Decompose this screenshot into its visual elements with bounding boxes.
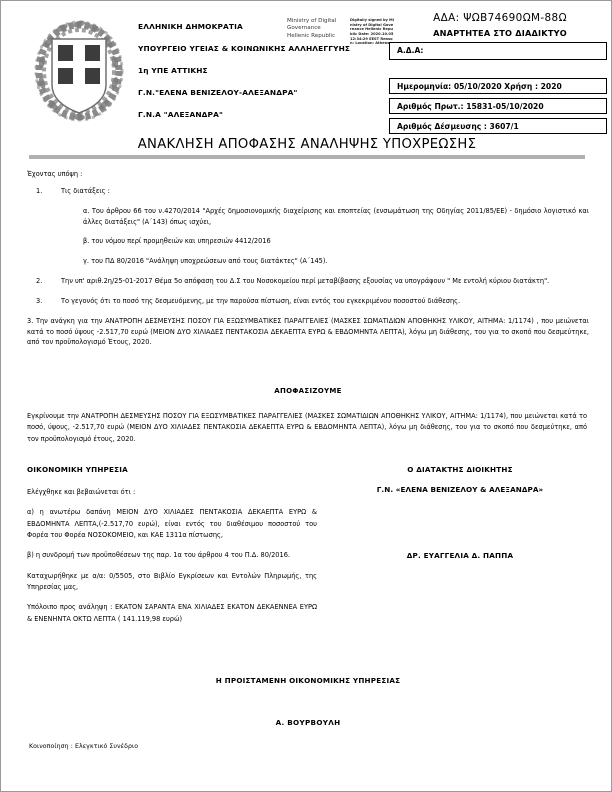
clause-1-subclauses bbox=[27, 206, 589, 227]
finance-head-role: Η ΠΡΟΙΣΤΑΜΕΝΗ ΟΙΚΟΝΟΜΙΚΗΣ ΥΠΗΡΕΣΙΑΣ bbox=[215, 676, 401, 685]
document-body bbox=[27, 171, 589, 357]
org-line-hospital: Γ.Ν."ΕΛΕΝΑ ΒΕΝΙΖΕΛΟΥ-ΑΛΕΞΑΝΔΡΑ" bbox=[138, 87, 298, 97]
finance-head-name: Α. ΒΟΥΡΒΟΥΛΗ bbox=[275, 718, 341, 727]
document-header bbox=[1, 1, 611, 133]
clause-1-text: Τις διατάξεις : bbox=[61, 186, 110, 195]
ada-code: ΑΔΑ: ΨΩΒ74690ΩΜ-88Ω bbox=[433, 12, 567, 24]
document-title: ΑΝΑΚΛΗΣΗ ΑΠΟΦΑΣΗΣ ΑΝΑΛΗΨΗΣ ΥΠΟΧΡΕΩΣΗΣ bbox=[137, 137, 477, 152]
org-line-republic: ΕΛΛΗΝΙΚΗ ΔΗΜΟΚΡΑΤΙΑ bbox=[138, 22, 243, 31]
clause-2-number: 2. bbox=[36, 276, 43, 285]
signature-line-2: Governance bbox=[287, 25, 321, 32]
verified-line: Ελέγχθηκε και βεβαιώνεται ότι : bbox=[27, 488, 136, 496]
protocol-box: Αριθμός Πρωτ.: 15831-05/10/2020 bbox=[389, 98, 607, 114]
signature-detail: Digitally signed by Ministry of Digital Governance Hellenic Republic Date: 2020.10.05 12:34:29 EEST Reason: Location: Athens bbox=[350, 18, 394, 46]
remaining-balance: Υπόλοιπο προς ανάληψη : ΕΚΑΤΟΝ ΣΑΡΑΝΤΑ ΕΝΑ ΧΙΛΙΑΔΕΣ ΕΚΑΤΟΝ ΔΕΚΑΕΝΝΕΑ ΕΥΡΩ & ΕΝΕΝΗΝΤΑ ΟΚΤΩ ΛΕΠΤΑ ( 141.119,98 ευρώ) bbox=[27, 603, 317, 623]
org-line-ministry: ΥΠΟΥΡΓΕΙΟ ΥΓΕΙΑΣ & ΚΟΙΝΩΝΙΚΗΣ ΑΛΛΗΛΕΓΓΥΗΣ bbox=[138, 43, 351, 53]
date-box: Ημερομηνία: 05/10/2020 Χρήση : 2020 bbox=[389, 78, 607, 94]
clause-3 bbox=[27, 296, 589, 307]
org-line-hospital2: Γ.Ν.Α "ΑΛΕΞΑΝΔΡΑ" bbox=[138, 109, 223, 119]
publish-notice: ΑΝΑΡΤΗΤΕΑ ΣΤΟ ΔΙΑΔΙΚΤΥΟ bbox=[433, 28, 567, 38]
clause-1-number: 1. bbox=[36, 186, 43, 195]
intro-line: Έχοντας υπόψη : bbox=[27, 170, 83, 178]
commitment-box: Αριθμός Δέσμευσης : 3607/1 bbox=[389, 118, 607, 134]
finance-point-a: α) η ανωτέρω δαπάνη ΜΕΙΟΝ ΔΥΟ ΧΙΛΙΑΔΕΣ ΠΕΝΤΑΚΟΣΙΑ ΔΕΚΑΕΠΤΑ ΕΥΡΩ & ΕΒΔΟΜΗΝΤΑ ΛΕΠΤΑ,(-2.517,70 ευρώ), είναι εντός του διαθέσιμου ποσοστού του Φορέα του Φορέα ΝΟΣΟΚΟΜΕΙΟ, και ΚΑΕ 1311α πίστωσης, bbox=[27, 508, 317, 539]
clause-1c: γ. του ΠΔ 80/2016 "Ανάληψη υποχρεώσεων από τους διατάκτες" (Α΄145). bbox=[83, 256, 328, 265]
authorizer-column bbox=[331, 465, 589, 494]
digital-signature-stamp bbox=[287, 16, 395, 58]
signature-line-3: Hellenic Republic bbox=[287, 32, 336, 39]
registration-line: Καταχωρήθηκε με α/α: 0/5505, στο Βιβλίο Εγκρίσεων και Εντολών Πληρωμής, της Υπηρεσίας μας, bbox=[27, 571, 317, 591]
clause-2-text: Την υπ' αριθ.2η/25-01-2017 Θέμα 5ο απόφαση του Δ.Σ του Νοσοκομείου περί μεταβίβασης εξουσίας να υπογράφουν " Με εντολή κύριου διατάκτη". bbox=[61, 276, 550, 285]
decision-text: Εγκρίνουμε την ΑΝΑΤΡΟΠΗ ΔΕΣΜΕΥΣΗΣ ΠΟΣΟΥ ΓΙΑ ΕΞΩΣΥΜΒΑΤΙΚΕΣ ΠΑΡΑΓΓΕΛΙΕΣ (ΜΑΣΚΕΣ ΣΩΜΑΤΙΔΙΩΝ ΑΠΟΘΗΚΗΣ ΥΛΙΚΟΥ, ΑΙΤΗΜΑ: 1/1174), που μειώνεται κατά το ποσό, ύψους, -2.517,70 ευρώ (ΜΕΙΟΝ ΔΥΟ ΧΙΛΙΑΔΕΣ ΠΕΝΤΑΚΟΣΙΑ ΔΕΚΑΕΠΤΑ ΕΥΡΩ & ΕΒΔΟΜΗΝΤΑ ΛΕΠΤΑ), λόγω μη διάθεσης, του για το σκοπό που δεσμεύτηκε, από τον προϋπολογισμό έτους, 2020. bbox=[27, 412, 587, 443]
clause-1a: α. Του άρθρου 66 του ν.4270/2014 "Αρχές δημοσιονομικής διαχείρισης και εποπτείας (ενσωμάτωση της Οδηγίας 2011/85/ΕΕ) - δημόσιο λογιστικό και άλλες διατάξεις" (Α΄143) όπως ισχύει, bbox=[83, 206, 589, 226]
financial-service-heading: ΟΙΚΟΝΟΜΙΚΗ ΥΠΗΡΕΣΙΑ bbox=[27, 465, 128, 474]
ada-box: Α.Δ.Α: bbox=[389, 42, 607, 60]
authorizer-institution: Γ.Ν. «ΕΛΕΝΑ ΒΕΝΙΖΕΛΟΥ & ΑΛΕΞΑΝΔΡΑ» bbox=[376, 485, 544, 494]
greek-coat-of-arms-icon bbox=[34, 17, 124, 125]
decision-heading: ΑΠΟΦΑΣΙΖΟΥΜΕ bbox=[274, 387, 342, 395]
finance-point-b: β) η συνδρομή των προϋποθέσεων της παρ. 1α του άρθρου 4 του Π.Δ. 80/2016. bbox=[27, 551, 290, 560]
authorizer-name: ΔΡ. ΕΥΑΓΓΕΛΙΑ Δ. ΠΑΠΠΑ bbox=[406, 551, 514, 560]
org-line-ype: 1η ΥΠΕ ΑΤΤΙΚΗΣ bbox=[138, 65, 208, 75]
title-divider bbox=[29, 155, 585, 159]
cc-note: Κοινοποίηση : Ελεγκτικό Συνέδριο bbox=[29, 743, 139, 750]
clause-3-text: Το γεγονός ότι το ποσό της δεσμευόμενης, με την παρούσα πίστωση, είναι εντός του εγκεκριμένου ποσοστού διάθεσης. bbox=[61, 296, 461, 305]
clause-1b: β. του νόμου περί προμηθειών και υπηρεσιών 4412/2016 bbox=[83, 237, 271, 246]
clause-2 bbox=[27, 276, 589, 287]
signature-authority bbox=[287, 18, 349, 40]
financial-service-column bbox=[27, 465, 317, 634]
clause-1 bbox=[27, 186, 589, 197]
signature-line-1: Ministry of Digital bbox=[287, 18, 337, 24]
clause-1b-group bbox=[27, 236, 589, 247]
clause-4: 3. Την ανάγκη για την ΑΝΑΤΡΟΠΗ ΔΕΣΜΕΥΣΗΣ ΠΟΣΟΥ ΓΙΑ ΕΞΩΣΥΜΒΑΤΙΚΕΣ ΠΑΡΑΓΓΕΛΙΕΣ (ΜΑΣΚΕΣ ΣΩΜΑΤΙΔΙΩΝ ΑΠΟΘΗΚΗΣ ΥΛΙΚΟΥ, ΑΙΤΗΜΑ: 1/1174) , που μειώνεται κατά το ποσό ύψους -2.517,70 ευρώ (ΜΕΙΟΝ ΔΥΟ ΧΙΛΙΑΔΕΣ ΠΕΝΤΑΚΟΣΙΑ ΔΕΚΑΕΠΤΑ ΕΥΡΩ & ΕΒΔΟΜΗΝΤΑ ΛΕΠΤΑ), λόγω μη διάθεσης, του για το σκοπό που δεσμεύτηκε, από τον προϋπολογισμό Έτους, 2020. bbox=[27, 316, 589, 347]
clause-3-number: 3. bbox=[36, 296, 43, 305]
clause-1c-group bbox=[27, 256, 589, 267]
authorizer-role: Ο ΔΙΑΤΑΚΤΗΣ ΔΙΟΙΚΗΤΗΣ bbox=[407, 465, 513, 474]
